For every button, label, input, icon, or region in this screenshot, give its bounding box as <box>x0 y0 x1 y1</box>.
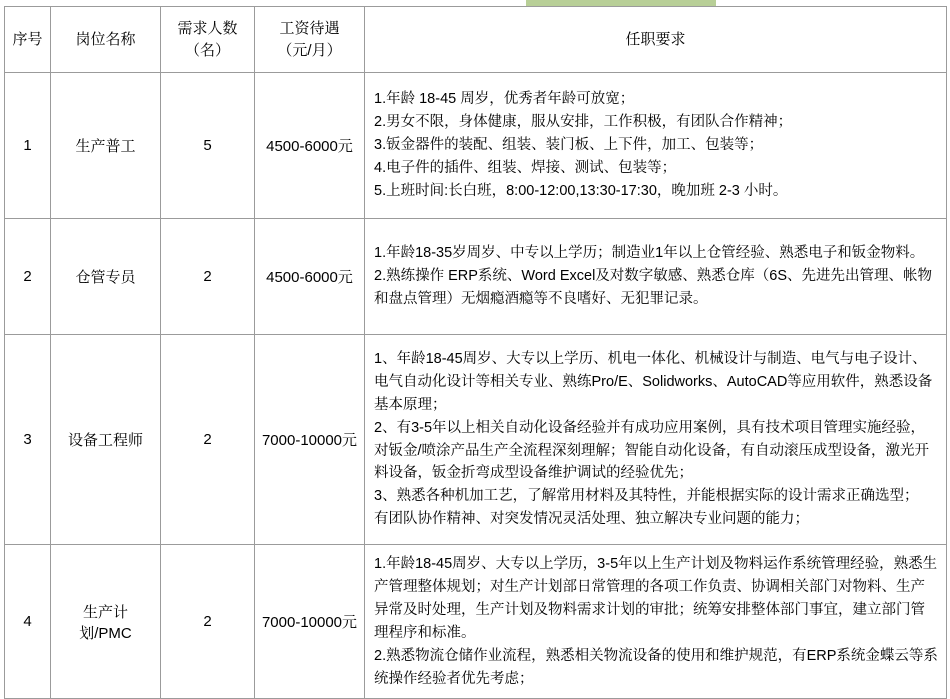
row-post-name: 仓管专员 <box>51 219 161 335</box>
header-headcount <box>161 7 255 73</box>
requirement-line: 4.电子件的插件、组装、焊接、测试、包装等； <box>374 159 677 176</box>
table-header <box>5 7 947 73</box>
header-salary <box>255 7 365 73</box>
requirement-line: 2、有3-5年以上相关自动化设备经验并有成功应用案例，具有技术项目管理实施经验，对钣金/喷涂产品生产全流程深刻理解；智能自动化设备，有自动滚压成型设备，激光开料设备，钣金折弯成型设备维护调试的经验优先； <box>374 419 930 482</box>
requirement-line: 3、熟悉各种机加工艺，了解常用材料及其特性，并能根据实际的设计需求正确选型； <box>374 488 919 505</box>
row-seq: 2 <box>5 219 51 335</box>
requirement-line: 1.年龄 18-45 周岁，优秀者年龄可放宽； <box>374 91 635 108</box>
requirement-line: 3.钣金器件的装配、组装、装门板、上下件，加工、包装等； <box>374 137 764 154</box>
row-salary: 7000-10000元 <box>255 335 365 545</box>
row-post-name: 设备工程师 <box>51 335 161 545</box>
header-salary-line2: （元/月） <box>277 41 342 59</box>
table-body <box>5 73 947 699</box>
row-headcount: 2 <box>161 219 255 335</box>
requirement-line: 1、年龄18-45周岁、大专以上学历、机电一体化、机械设计与制造、电气与电子设计、电气自动化设计等相关专业、熟练Pro/E、Solidworks、AutoCAD等应用软件，熟悉设备基本原理； <box>374 350 933 413</box>
table-row <box>5 545 947 699</box>
row-headcount: 5 <box>161 73 255 219</box>
job-requirements-table <box>4 6 947 699</box>
header-seq: 序号 <box>5 7 51 73</box>
header-headcount-line1: 需求人数 <box>177 19 238 37</box>
row-post-name: 生产普工 <box>51 73 161 219</box>
row-post-name: 生产计划/PMC <box>51 545 161 699</box>
row-seq: 3 <box>5 335 51 545</box>
header-post-name: 岗位名称 <box>51 7 161 73</box>
row-seq: 1 <box>5 73 51 219</box>
requirement-line: 1.年龄18-35岁周岁、中专以上学历；制造业1年以上仓管经验、熟悉电子和钣金物料。 <box>374 245 925 262</box>
row-requirements <box>365 545 947 699</box>
table-row <box>5 335 947 545</box>
requirement-line: 2.熟练操作 ERP系统、Word Excel及对数字敏感、熟悉仓库（6S、先进先出管理、帐物和盘点管理）无烟瘾酒瘾等不良嗜好、无犯罪记录。 <box>374 268 933 307</box>
row-headcount: 2 <box>161 545 255 699</box>
row-headcount: 2 <box>161 335 255 545</box>
requirement-line: 2.男女不限，身体健康，服从安排，工作积极，有团队合作精神； <box>374 114 793 131</box>
table-row <box>5 219 947 335</box>
row-salary: 4500-6000元 <box>255 73 365 219</box>
requirement-line: 1.年龄18-45周岁、大专以上学历，3-5年以上生产计划及物料运作系统管理经验，熟悉生产管理整体规划；对生产计划部日常管理的各项工作负责、协调相关部门对物料、生产异常及时处理，生产计划及物料需求计划的审批；统筹安排整体部门事宜，建立部门管理程序和标准。 <box>374 556 938 641</box>
requirement-line: 5.上班时间:长白班，8:00-12:00,13:30-17:30，晚加班 2-3 小时。 <box>374 182 788 199</box>
row-salary: 4500-6000元 <box>255 219 365 335</box>
row-requirements <box>365 219 947 335</box>
header-headcount-line2: （名） <box>184 41 230 59</box>
requirement-line: 2.熟悉物流仓储作业流程，熟悉相关物流设备的使用和维护规范，有ERP系统金蝶云等系统操作经验者优先考虑； <box>374 647 938 687</box>
header-salary-line1: 工资待遇 <box>279 19 340 37</box>
table-header-row <box>5 7 947 73</box>
header-requirements: 任职要求 <box>365 7 947 73</box>
requirement-line: 有团队协作精神、对突发情况灵活处理、独立解决专业问题的能力； <box>374 511 809 528</box>
row-seq: 4 <box>5 545 51 699</box>
row-requirements <box>365 73 947 219</box>
row-requirements <box>365 335 947 545</box>
table-row <box>5 73 947 219</box>
row-salary: 7000-10000元 <box>255 545 365 699</box>
